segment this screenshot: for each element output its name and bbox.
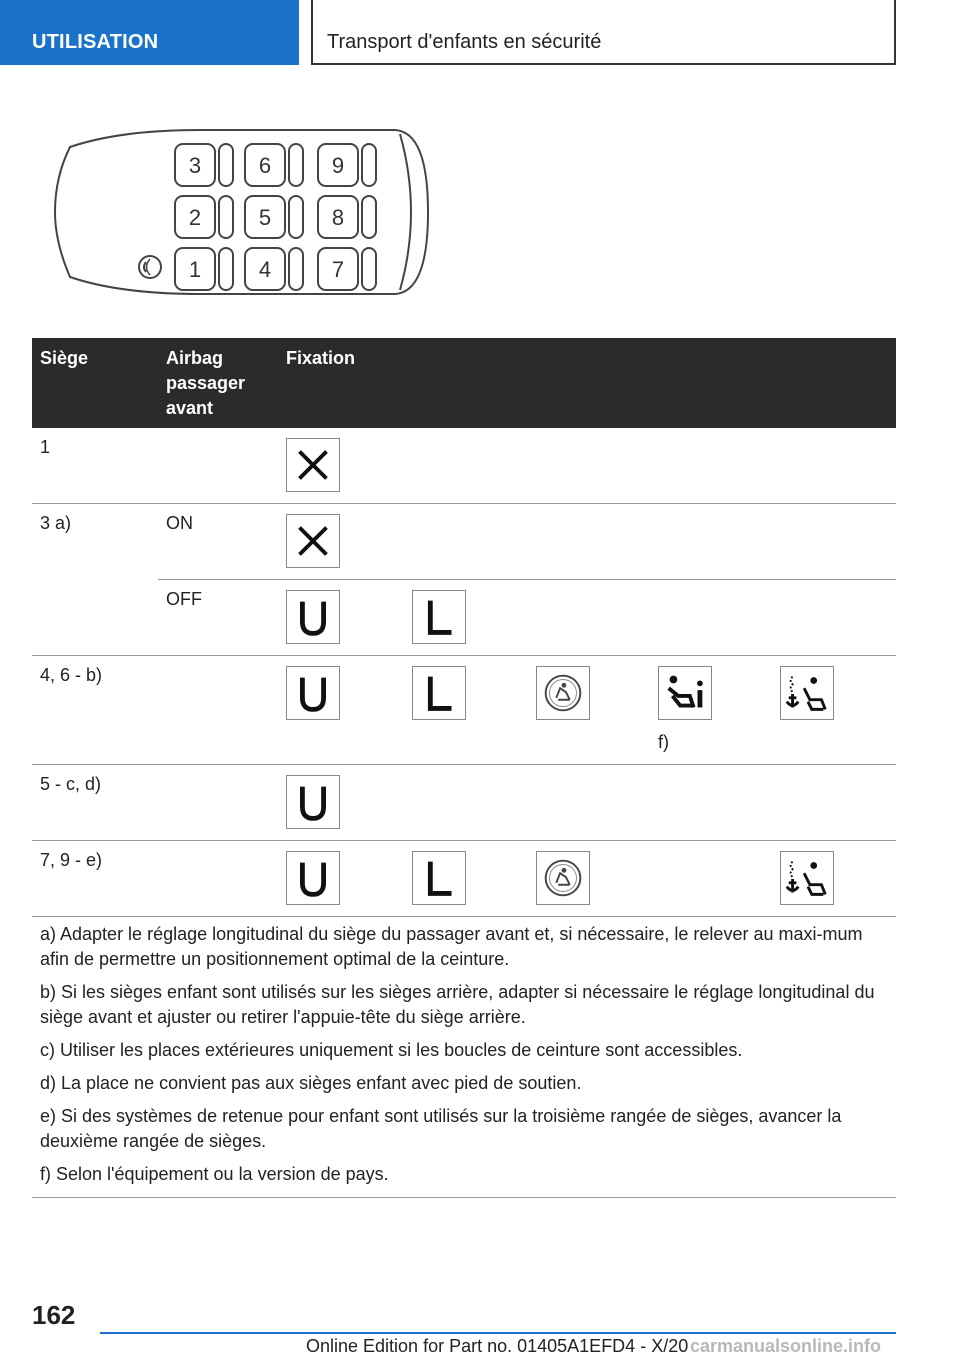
fixation-table	[32, 338, 896, 917]
footnote-e: e) Si des systèmes de retenue pour enfant sont utilisés sur la troisième rangée de sièges, avancer la deuxième rangée de sièges.	[40, 1106, 842, 1151]
top-tether-icon	[780, 851, 834, 905]
seat-number: 6	[258, 153, 272, 178]
seat-number: 7	[331, 257, 345, 282]
footnote-f: f) Selon l'équipement ou la version de pays.	[40, 1164, 389, 1184]
row-airbag: OFF	[166, 589, 202, 609]
header-fixation: Fixation	[286, 348, 356, 368]
seat-7	[318, 248, 376, 290]
seat-grid	[175, 144, 376, 290]
table-row	[32, 428, 896, 504]
seat-2	[175, 196, 233, 238]
page-title-box	[311, 0, 896, 65]
row-seat: 4, 6 - b)	[40, 665, 103, 685]
section-label: UTILISATION	[32, 31, 159, 53]
table-row	[32, 580, 896, 656]
vehicle-seat-diagram	[50, 122, 430, 302]
isofix-icon	[536, 666, 590, 720]
isize-icon	[658, 666, 712, 720]
page-number: 162	[32, 1300, 76, 1330]
universal-u-icon	[286, 666, 340, 720]
seat-9	[318, 144, 376, 186]
section-tab	[0, 0, 299, 65]
top-tether-icon	[780, 666, 834, 720]
seat-number: 5	[258, 205, 272, 230]
footer-rule	[100, 1332, 896, 1334]
semi-universal-l-icon	[412, 666, 466, 720]
header-airbag: Airbag passager avant	[166, 348, 246, 418]
seat-8	[318, 196, 376, 238]
row-seat: 1	[40, 437, 51, 457]
row-seat: 3 a)	[40, 513, 72, 533]
seat-3	[175, 144, 233, 186]
x-icon	[286, 438, 340, 492]
seat-6	[245, 144, 303, 186]
universal-u-icon	[286, 851, 340, 905]
universal-u-icon	[286, 775, 340, 829]
row-seat: 5 - c, d)	[40, 774, 102, 794]
seat-5	[245, 196, 303, 238]
seat-number: 3	[188, 153, 202, 178]
seat-number: 9	[331, 153, 345, 178]
row-airbag: ON	[166, 513, 193, 533]
table-row	[32, 504, 896, 580]
isofix-icon	[536, 851, 590, 905]
row-seat: 7, 9 - e)	[40, 850, 103, 870]
watermark: carmanualsonline.info	[690, 1336, 882, 1356]
seat-1	[175, 248, 233, 290]
universal-u-icon	[286, 590, 340, 644]
semi-universal-l-icon	[412, 590, 466, 644]
x-icon	[286, 514, 340, 568]
footnotes	[32, 912, 896, 1198]
table-row	[32, 656, 896, 765]
table-header	[32, 338, 896, 428]
page-title: Transport d'enfants en sécurité	[327, 31, 602, 53]
footnote-d: d) La place ne convient pas aux sièges enfant avec pied de soutien.	[40, 1073, 582, 1093]
row-note: f)	[658, 732, 669, 752]
seat-4	[245, 248, 303, 290]
footnote-c: c) Utiliser les places extérieures uniquement si les boucles de ceinture sont accessibles.	[40, 1040, 743, 1060]
edition-label: Online Edition for Part no. 01405A1EFD4 - X/20	[306, 1336, 689, 1356]
header-seat: Siège	[40, 348, 89, 368]
table-row	[32, 765, 896, 841]
seat-number: 8	[331, 205, 345, 230]
seat-number: 1	[188, 257, 202, 282]
table-row	[32, 841, 896, 917]
seat-number: 4	[258, 257, 272, 282]
seat-number: 2	[188, 205, 202, 230]
semi-universal-l-icon	[412, 851, 466, 905]
footnote-b: b) Si les sièges enfant sont utilisés sur les sièges arrière, adapter si nécessaire le réglage longitudinal du siège avant et ajuster ou retirer l'appuie-tête du siège arrière.	[40, 982, 875, 1027]
footnote-a: a) Adapter le réglage longitudinal du siège du passager avant et, si nécessaire, le relever au maxi-mum afin de permettre un positionnement optimal de la ceinture.	[40, 924, 863, 969]
